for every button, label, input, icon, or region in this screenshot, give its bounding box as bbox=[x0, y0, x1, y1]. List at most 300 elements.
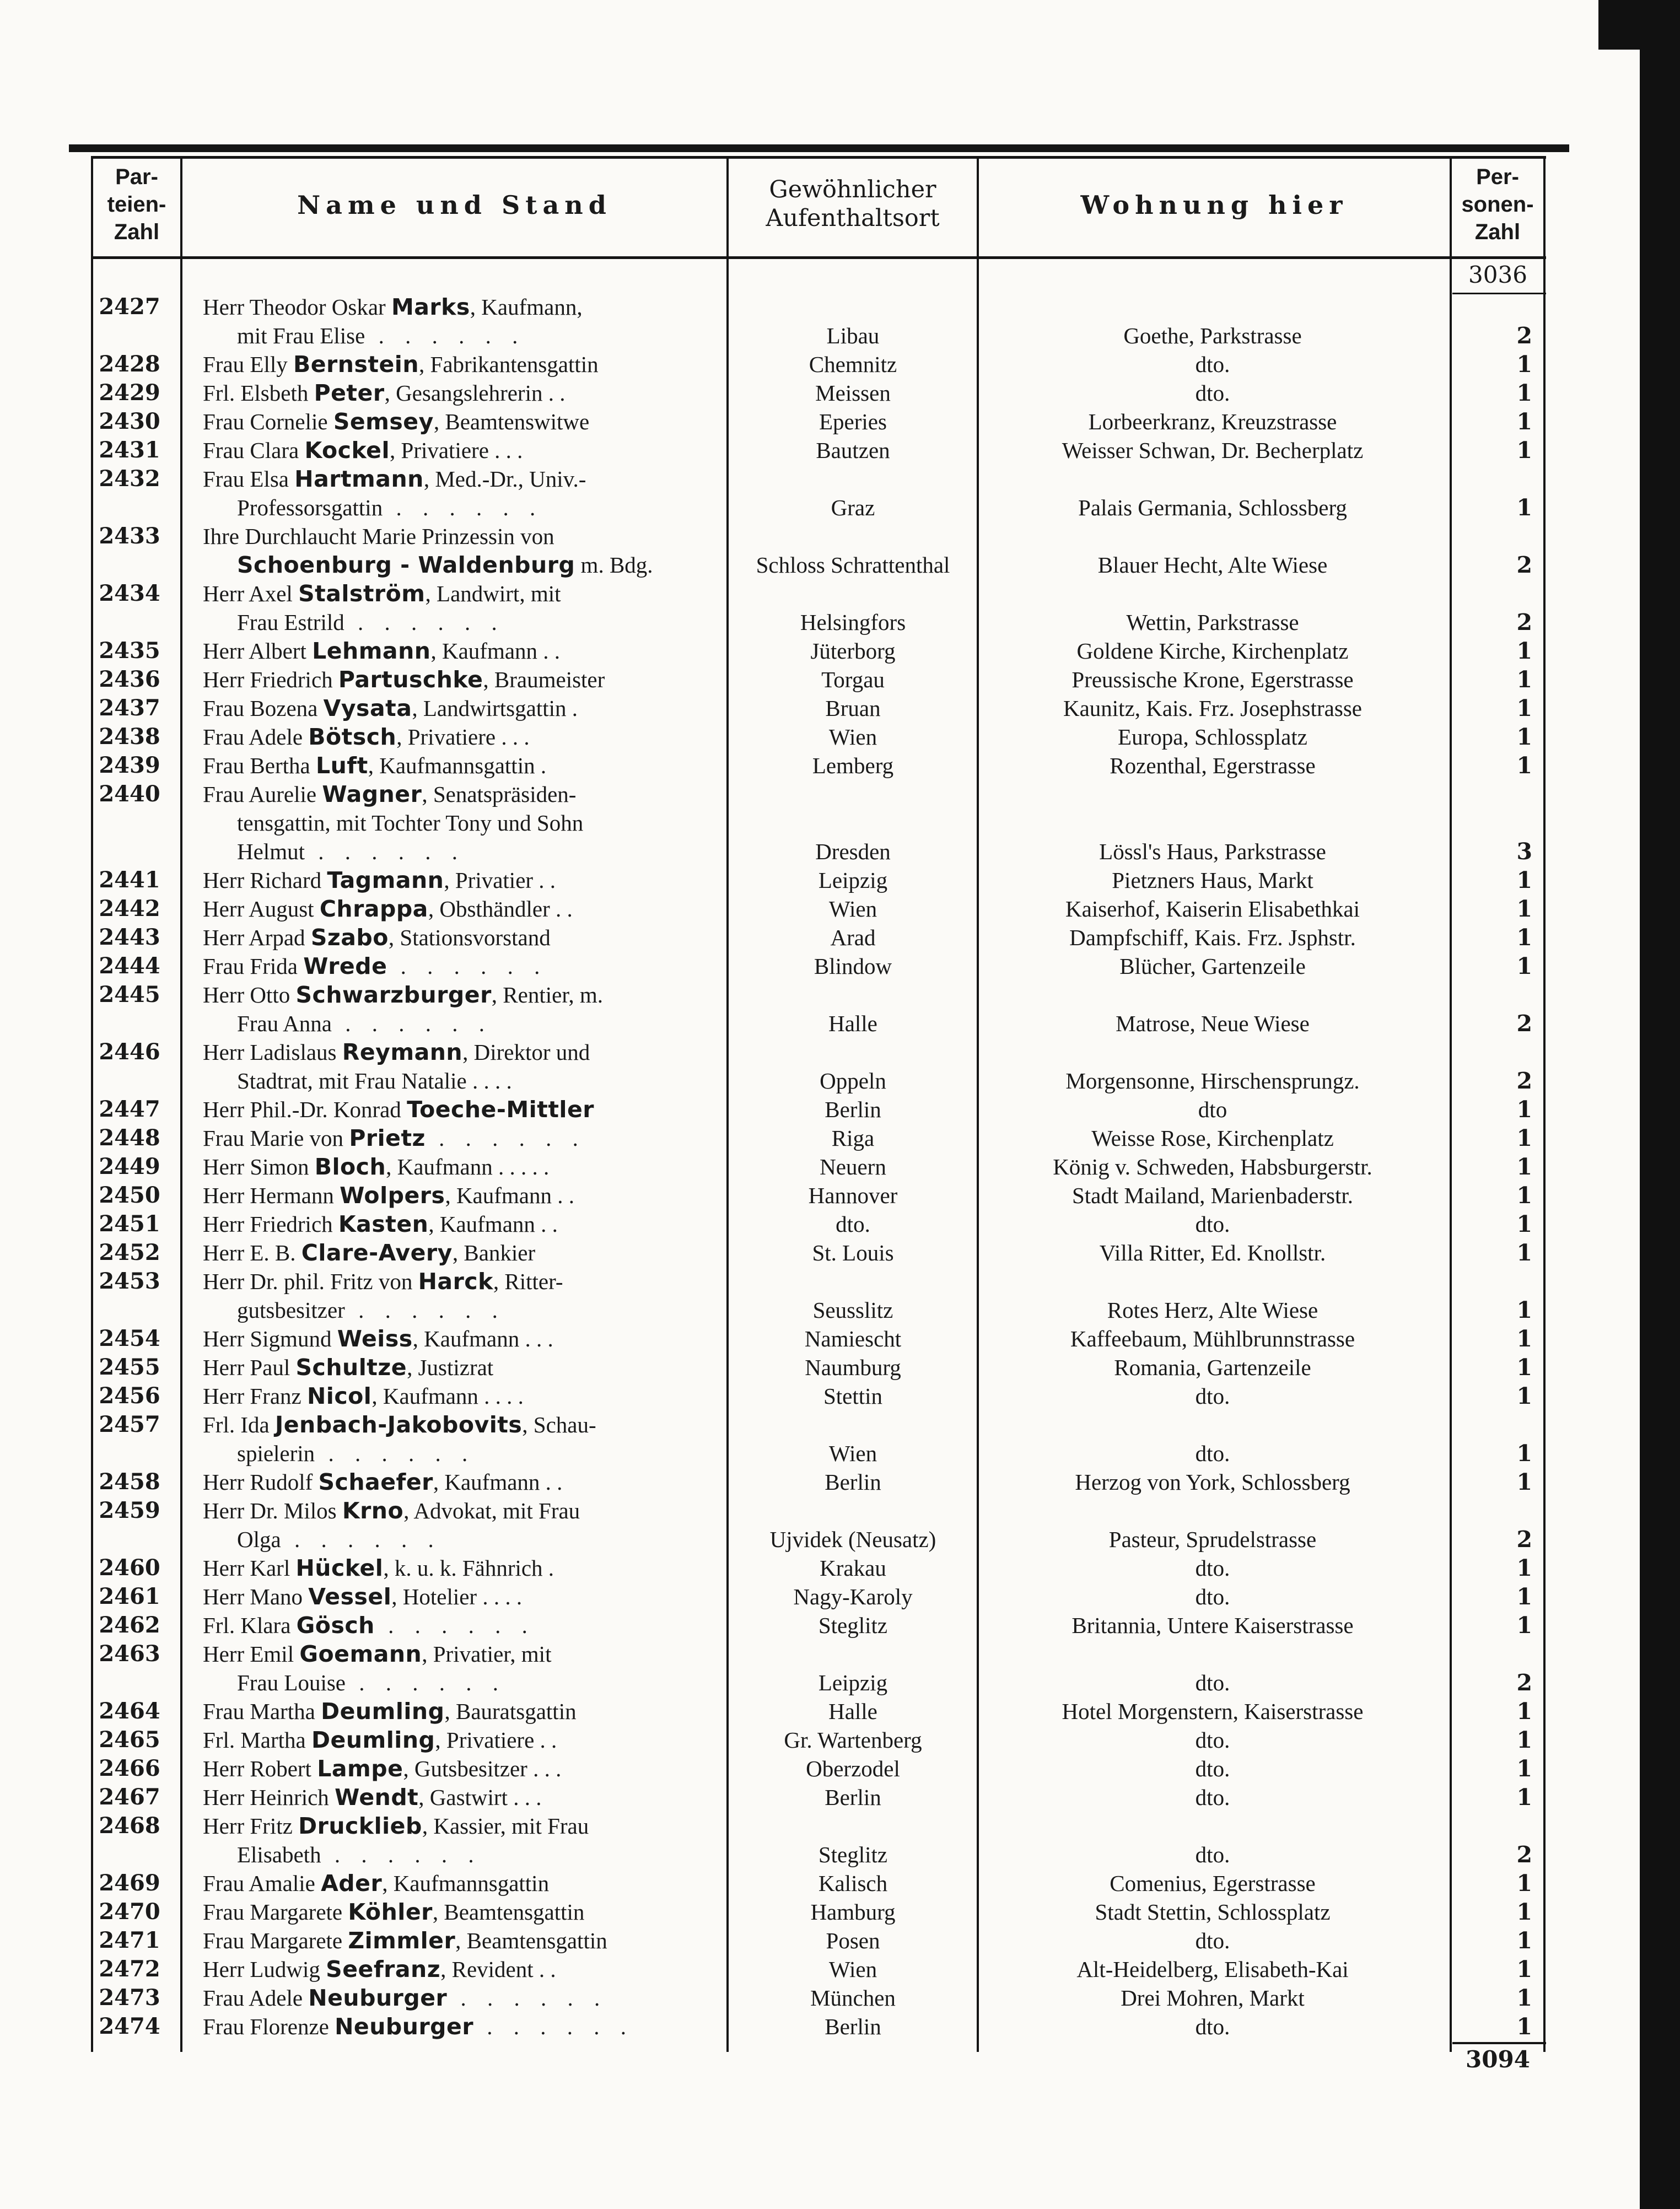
leader-dots: . . . . . . bbox=[315, 1441, 476, 1466]
origin-place: Halle bbox=[828, 1699, 877, 1724]
origin-place: Riga bbox=[831, 1125, 875, 1151]
person-count: 1 bbox=[1516, 752, 1532, 779]
person-count: 1 bbox=[1516, 867, 1532, 893]
party-number: 2462 bbox=[99, 1612, 160, 1638]
person-count: 1 bbox=[1516, 638, 1532, 664]
name-line: Helmut . . . . . . bbox=[237, 839, 465, 864]
party-number: 2468 bbox=[99, 1813, 160, 1839]
table-row bbox=[0, 1898, 1543, 1926]
guest-name bbox=[203, 1984, 726, 2012]
origin-place: Libau bbox=[826, 323, 880, 348]
table-row bbox=[0, 866, 1543, 895]
name-line: Frau Adele Bötsch, Privatiere . . . bbox=[203, 724, 530, 750]
name-line: Herr Simon Bloch, Kaufmann . . . . . bbox=[203, 1154, 550, 1180]
surname: Vessel bbox=[308, 1583, 392, 1610]
guest-name bbox=[203, 407, 726, 436]
person-count: 1 bbox=[1516, 953, 1532, 979]
party-number: 2469 bbox=[99, 1870, 160, 1896]
party-number: 2466 bbox=[99, 1755, 160, 1781]
top-rule-thin bbox=[91, 156, 1546, 159]
guest-name bbox=[203, 1697, 726, 1726]
guest-name bbox=[203, 379, 726, 407]
surname: Tagmann bbox=[327, 867, 444, 893]
guest-name bbox=[203, 1898, 726, 1926]
lodging-address: Goethe, Parkstrasse bbox=[1123, 323, 1302, 348]
lodging-address: dto. bbox=[1195, 1785, 1230, 1810]
surname: Kockel bbox=[304, 437, 390, 464]
leader-dots: . . . . . . bbox=[473, 2014, 634, 2039]
surname: Schoenburg - Waldenburg bbox=[237, 552, 575, 578]
name-line: Ihre Durchlaucht Marie Prinzessin von bbox=[203, 524, 554, 549]
table-row bbox=[0, 1468, 1543, 1496]
origin-place: Meissen bbox=[815, 380, 891, 406]
table-row bbox=[0, 751, 1543, 780]
person-count: 1 bbox=[1516, 1727, 1532, 1753]
guest-name bbox=[203, 1238, 726, 1267]
person-count: 1 bbox=[1516, 924, 1532, 951]
origin-place: Oppeln bbox=[820, 1068, 886, 1093]
surname: Bloch bbox=[314, 1154, 386, 1180]
name-line: Herr Dr. phil. Fritz von Harck, Ritter- bbox=[203, 1268, 563, 1295]
table-row bbox=[0, 980, 1543, 1038]
origin-place: Leipzig bbox=[818, 868, 888, 893]
header-address: Wohnung hier bbox=[1080, 190, 1348, 220]
name-line: Frau Bertha Luft, Kaufmannsgattin . bbox=[203, 752, 547, 779]
name-line: Herr Ladislaus Reymann, Direktor und bbox=[203, 1039, 590, 1065]
name-line: Herr Heinrich Wendt, Gastwirt . . . bbox=[203, 1784, 542, 1811]
origin-place: Eperies bbox=[819, 409, 887, 434]
guest-name bbox=[203, 1640, 726, 1697]
origin-place: Berlin bbox=[825, 1097, 881, 1122]
lodging-address: dto. bbox=[1195, 1555, 1230, 1581]
party-number: 2439 bbox=[99, 752, 160, 778]
surname: Peter bbox=[314, 380, 385, 406]
lodging-address: Blücher, Gartenzeile bbox=[1119, 953, 1306, 979]
table-row bbox=[0, 1238, 1543, 1267]
name-line: Frau Estrild . . . . . . bbox=[237, 610, 505, 635]
table-row bbox=[0, 1410, 1543, 1468]
person-count: 1 bbox=[1516, 1354, 1532, 1381]
origin-place: dto. bbox=[836, 1211, 870, 1237]
lodging-address: dto. bbox=[1195, 1756, 1230, 1781]
name-line: Herr August Chrappa, Obsthändler . . bbox=[203, 896, 573, 922]
party-number: 2445 bbox=[99, 982, 160, 1007]
guest-name bbox=[203, 751, 726, 780]
name-line: Herr Dr. Milos Krno, Advokat, mit Frau bbox=[203, 1497, 580, 1524]
table-row bbox=[0, 579, 1543, 637]
name-line: Frl. Klara Gösch . . . . . . bbox=[203, 1612, 535, 1639]
party-number: 2473 bbox=[99, 1985, 160, 2011]
origin-place: Arad bbox=[830, 925, 876, 950]
party-number: 2430 bbox=[99, 408, 160, 434]
party-number: 2440 bbox=[99, 781, 160, 807]
origin-place: Oberzodel bbox=[806, 1756, 900, 1781]
lodging-address: Hotel Morgenstern, Kaiserstrasse bbox=[1062, 1699, 1364, 1724]
guest-name bbox=[203, 579, 726, 637]
lodging-address: Comenius, Egerstrasse bbox=[1110, 1871, 1316, 1896]
guest-name bbox=[203, 980, 726, 1038]
party-number: 2472 bbox=[99, 1956, 160, 1982]
guest-name bbox=[203, 1726, 726, 1754]
party-number: 2455 bbox=[99, 1354, 160, 1380]
person-count: 1 bbox=[1516, 1096, 1532, 1123]
guest-name bbox=[203, 1324, 726, 1353]
lodging-address: Rotes Herz, Alte Wiese bbox=[1107, 1297, 1318, 1323]
lodging-address: Rozenthal, Egerstrasse bbox=[1110, 753, 1316, 778]
name-line: Herr Karl Hückel, k. u. k. Fähnrich . bbox=[203, 1555, 554, 1581]
origin-place: Bautzen bbox=[816, 438, 890, 463]
lodging-address: dto. bbox=[1195, 1842, 1230, 1867]
guest-name bbox=[203, 923, 726, 952]
party-number: 2461 bbox=[99, 1583, 160, 1609]
surname: Zimmler bbox=[348, 1927, 456, 1954]
surname: Schwarzburger bbox=[295, 982, 492, 1008]
table-row bbox=[0, 637, 1543, 665]
surname: Lehmann bbox=[312, 638, 431, 664]
lodging-address: Herzog von York, Schlossberg bbox=[1075, 1469, 1350, 1495]
header-persons: Per- sonen- Zahl bbox=[1461, 165, 1534, 244]
guest-name bbox=[203, 637, 726, 665]
table-row bbox=[0, 2012, 1543, 2041]
lodging-address: Pasteur, Sprudelstrasse bbox=[1108, 1527, 1317, 1552]
lodging-address: Matrose, Neue Wiese bbox=[1116, 1011, 1310, 1036]
person-count: 1 bbox=[1516, 1899, 1532, 1925]
lodging-address: Pietzners Haus, Markt bbox=[1112, 868, 1313, 893]
guest-name bbox=[203, 1496, 726, 1554]
origin-place: Krakau bbox=[820, 1555, 886, 1581]
header-name: Name und Stand bbox=[297, 190, 612, 220]
person-count: 1 bbox=[1516, 1440, 1532, 1467]
party-number: 2442 bbox=[99, 896, 160, 922]
person-count: 1 bbox=[1516, 494, 1532, 521]
party-number: 2444 bbox=[99, 953, 160, 979]
leader-dots: . . . . . . bbox=[321, 1842, 482, 1867]
name-line: Frl. Elsbeth Peter, Gesangslehrerin . . bbox=[203, 380, 566, 406]
origin-place: Hannover bbox=[808, 1183, 898, 1208]
party-number: 2467 bbox=[99, 1784, 160, 1810]
origin-place: Stettin bbox=[823, 1383, 883, 1409]
surname: Schaefer bbox=[318, 1469, 433, 1495]
surname: Stalström bbox=[298, 580, 426, 607]
table-row bbox=[0, 1124, 1543, 1152]
origin-place: Chemnitz bbox=[809, 352, 897, 377]
origin-place: Helsingfors bbox=[800, 610, 906, 635]
lodging-address: Villa Ritter, Ed. Knollstr. bbox=[1099, 1240, 1326, 1265]
guest-name bbox=[203, 293, 726, 350]
guest-name bbox=[203, 952, 726, 980]
party-number: 2438 bbox=[99, 724, 160, 750]
origin-place: Lemberg bbox=[812, 753, 894, 778]
scan-border-corner bbox=[1598, 0, 1680, 50]
origin-place: Kalisch bbox=[818, 1871, 888, 1896]
name-line: Herr Hermann Wolpers, Kaufmann . . bbox=[203, 1182, 574, 1209]
name-line: Frau Louise . . . . . . bbox=[237, 1670, 506, 1695]
person-count: 1 bbox=[1516, 1870, 1532, 1896]
person-count: 1 bbox=[1516, 1612, 1532, 1639]
lodging-address: Stadt Mailand, Marienbaderstr. bbox=[1071, 1183, 1354, 1208]
party-number: 2460 bbox=[99, 1555, 160, 1581]
person-count: 3 bbox=[1516, 838, 1532, 865]
person-count: 1 bbox=[1516, 1297, 1532, 1323]
surname: Schultze bbox=[295, 1354, 407, 1381]
guest-name bbox=[203, 1582, 726, 1611]
table-row bbox=[0, 1324, 1543, 1353]
name-line: Herr Ludwig Seefranz, Revident . . bbox=[203, 1956, 556, 1982]
name-line: Herr Phil.-Dr. Konrad Toeche-Mittler bbox=[203, 1096, 595, 1123]
table-row bbox=[0, 1095, 1543, 1124]
origin-place: Torgau bbox=[821, 667, 885, 692]
table-row bbox=[0, 1955, 1543, 1984]
name-line: spielerin . . . . . . bbox=[237, 1441, 476, 1466]
name-line: Frau Adele Neuburger . . . . . . bbox=[203, 1985, 608, 2011]
name-line: Herr Axel Stalström, Landwirt, mit bbox=[203, 580, 561, 607]
table-row bbox=[0, 436, 1543, 465]
name-line: Herr Emil Goemann, Privatier, mit bbox=[203, 1641, 552, 1667]
guest-name bbox=[203, 1382, 726, 1410]
table-row bbox=[0, 1267, 1543, 1324]
surname: Marks bbox=[391, 294, 470, 320]
name-line: Herr Otto Schwarzburger, Rentier, m. bbox=[203, 982, 603, 1008]
person-count: 1 bbox=[1516, 1211, 1532, 1237]
party-number: 2448 bbox=[99, 1125, 160, 1151]
name-line: Herr E. B. Clare-Avery, Bankier bbox=[203, 1240, 536, 1266]
table-row bbox=[0, 350, 1543, 379]
surname: Vysata bbox=[323, 695, 412, 721]
guest-name bbox=[203, 1267, 726, 1324]
col-rule-right bbox=[1543, 156, 1546, 2052]
surname: Luft bbox=[315, 752, 368, 779]
origin-place: Nagy-Karoly bbox=[793, 1584, 913, 1609]
party-number: 2452 bbox=[99, 1240, 160, 1265]
party-number: 2427 bbox=[99, 294, 160, 320]
lodging-address: dto. bbox=[1195, 1441, 1230, 1466]
lodging-address: Morgensonne, Hirschensprungz. bbox=[1065, 1068, 1360, 1093]
name-line: Frau Cornelie Semsey, Beamtenswitwe bbox=[203, 408, 590, 435]
guest-name bbox=[203, 1869, 726, 1898]
lodging-address: dto. bbox=[1195, 380, 1230, 406]
origin-place: Halle bbox=[828, 1011, 877, 1036]
person-count: 1 bbox=[1516, 1182, 1532, 1209]
table-row bbox=[0, 952, 1543, 980]
lodging-address: Preussische Krone, Egerstrasse bbox=[1071, 667, 1354, 692]
party-number: 2449 bbox=[99, 1154, 160, 1179]
table-row bbox=[0, 1582, 1543, 1611]
party-number: 2459 bbox=[99, 1497, 160, 1523]
name-line: Herr Arpad Szabo, Stationsvorstand bbox=[203, 924, 551, 951]
table-row bbox=[0, 1353, 1543, 1382]
surname: Szabo bbox=[310, 924, 389, 951]
person-count: 2 bbox=[1516, 1068, 1532, 1094]
origin-place: Namiescht bbox=[804, 1326, 902, 1351]
name-line: Frau Florenze Neuburger . . . . . . bbox=[203, 2013, 634, 2040]
origin-place: Wien bbox=[828, 1957, 877, 1982]
party-number: 2437 bbox=[99, 695, 160, 721]
table-row bbox=[0, 780, 1543, 866]
name-line: Herr Sigmund Weiss, Kaufmann . . . bbox=[203, 1326, 553, 1352]
name-line: tensgattin, mit Tochter Tony und Sohn bbox=[237, 810, 584, 836]
origin-place: Seusslitz bbox=[812, 1297, 893, 1323]
name-line: Herr Franz Nicol, Kaufmann . . . . bbox=[203, 1383, 524, 1409]
person-count: 1 bbox=[1516, 1755, 1532, 1782]
lodging-address: Dampfschiff, Kais. Frz. Jsphstr. bbox=[1069, 925, 1356, 950]
origin-place: Gr. Wartenberg bbox=[784, 1727, 922, 1753]
lodging-address: dto. bbox=[1195, 1383, 1230, 1409]
guest-name bbox=[203, 1095, 726, 1124]
surname: Wagner bbox=[322, 781, 422, 807]
surname: Kasten bbox=[338, 1211, 429, 1237]
lodging-address: dto. bbox=[1195, 1211, 1230, 1237]
leader-dots: . . . . . . bbox=[346, 1670, 506, 1695]
surname: Seefranz bbox=[326, 1956, 441, 1982]
page-total: 3094 bbox=[1466, 2046, 1530, 2073]
guest-name bbox=[203, 465, 726, 522]
party-number: 2433 bbox=[99, 523, 160, 549]
name-line: Herr Fritz Drucklieb, Kassier, mit Frau bbox=[203, 1813, 589, 1839]
guest-name bbox=[203, 1926, 726, 1955]
leader-dots: . . . . . . bbox=[387, 953, 548, 979]
guest-name bbox=[203, 1554, 726, 1582]
origin-place: Bruan bbox=[825, 696, 881, 721]
person-count: 2 bbox=[1516, 1841, 1532, 1868]
table-row bbox=[0, 293, 1543, 350]
party-number: 2474 bbox=[99, 2013, 160, 2039]
name-line: Professorsgattin . . . . . . bbox=[237, 495, 543, 520]
table-row bbox=[0, 1210, 1543, 1238]
header-origin: Gewöhnlicher Aufenthaltsort bbox=[766, 176, 940, 232]
guest-name bbox=[203, 2012, 726, 2041]
table-row bbox=[0, 1611, 1543, 1640]
guest-name bbox=[203, 1181, 726, 1210]
table-row bbox=[0, 1726, 1543, 1754]
origin-place: Berlin bbox=[825, 1785, 881, 1810]
surname: Hückel bbox=[295, 1555, 384, 1581]
person-count: 1 bbox=[1516, 1154, 1532, 1180]
name-line: Frau Frida Wrede . . . . . . bbox=[203, 953, 548, 979]
party-number: 2464 bbox=[99, 1698, 160, 1724]
lodging-address: Drei Mohren, Markt bbox=[1121, 1985, 1305, 2011]
surname: Wrede bbox=[303, 953, 387, 979]
person-count: 2 bbox=[1516, 1669, 1532, 1696]
name-line: Frl. Martha Deumling, Privatiere . . bbox=[203, 1727, 557, 1753]
name-line: Herr Friedrich Partuschke, Braumeister bbox=[203, 666, 605, 693]
guest-name bbox=[203, 1754, 726, 1783]
surname: Semsey bbox=[333, 408, 434, 435]
party-number: 2428 bbox=[99, 351, 160, 377]
header-rule bbox=[91, 256, 1546, 259]
table-row bbox=[0, 1697, 1543, 1726]
origin-place: München bbox=[810, 1985, 896, 2011]
surname: Neuburger bbox=[335, 2013, 474, 2040]
table-row bbox=[0, 379, 1543, 407]
guest-name bbox=[203, 665, 726, 694]
surname: Wolpers bbox=[340, 1182, 445, 1209]
lodging-address: Stadt Stettin, Schlossplatz bbox=[1095, 1899, 1331, 1925]
leader-dots: . . . . . . bbox=[304, 839, 465, 864]
surname: Clare-Avery bbox=[301, 1240, 453, 1266]
name-line: gutsbesitzer . . . . . . bbox=[237, 1297, 505, 1323]
lodging-address: Weisse Rose, Kirchenplatz bbox=[1091, 1125, 1334, 1151]
lodging-address: Lorbeerkranz, Kreuzstrasse bbox=[1088, 409, 1337, 434]
guest-name bbox=[203, 1783, 726, 1812]
party-number: 2446 bbox=[99, 1039, 160, 1065]
party-number: 2435 bbox=[99, 638, 160, 664]
party-number: 2470 bbox=[99, 1899, 160, 1925]
guest-name bbox=[203, 1468, 726, 1496]
guest-name bbox=[203, 866, 726, 895]
party-number: 2432 bbox=[99, 466, 160, 492]
name-line: Herr Paul Schultze, Justizrat bbox=[203, 1354, 494, 1381]
surname: Hartmann bbox=[294, 466, 424, 492]
lodging-address: dto. bbox=[1195, 1727, 1230, 1753]
origin-place: Wien bbox=[828, 896, 877, 922]
person-count: 1 bbox=[1516, 1240, 1532, 1266]
guest-name bbox=[203, 1152, 726, 1181]
name-line: Herr Theodor Oskar Marks, Kaufmann, bbox=[203, 294, 583, 320]
origin-place: Wien bbox=[828, 724, 877, 750]
table-row bbox=[0, 1181, 1543, 1210]
person-count: 1 bbox=[1516, 1784, 1532, 1811]
person-count: 1 bbox=[1516, 1927, 1532, 1954]
party-number: 2450 bbox=[99, 1182, 160, 1208]
party-number: 2436 bbox=[99, 666, 160, 692]
name-line: mit Frau Elise . . . . . . bbox=[237, 323, 526, 348]
lodging-address: dto bbox=[1198, 1097, 1227, 1122]
name-line: Herr Richard Tagmann, Privatier . . bbox=[203, 867, 556, 893]
table-row bbox=[0, 1869, 1543, 1898]
party-number: 2441 bbox=[99, 867, 160, 893]
scan-border bbox=[1640, 0, 1680, 2209]
surname: Lampe bbox=[317, 1755, 403, 1782]
origin-place: Naumburg bbox=[805, 1355, 901, 1380]
top-rule bbox=[69, 144, 1569, 152]
table-row bbox=[0, 1382, 1543, 1410]
surname: Wendt bbox=[335, 1784, 419, 1811]
name-line: Frau Clara Kockel, Privatiere . . . bbox=[203, 437, 523, 464]
surname: Harck bbox=[418, 1268, 493, 1295]
lodging-address: Kaiserhof, Kaiserin Elisabethkai bbox=[1065, 896, 1360, 922]
origin-place: Hamburg bbox=[810, 1899, 896, 1925]
guest-name bbox=[203, 694, 726, 723]
person-count: 2 bbox=[1516, 1526, 1532, 1553]
origin-place: Jüterborg bbox=[810, 638, 896, 664]
table-row bbox=[0, 407, 1543, 436]
total-rule bbox=[1452, 2042, 1546, 2044]
lodging-address: Kaffeebaum, Mühlbrunnstrasse bbox=[1070, 1326, 1355, 1351]
party-number: 2443 bbox=[99, 924, 160, 950]
origin-place: Berlin bbox=[825, 1469, 881, 1495]
surname: Krno bbox=[342, 1497, 404, 1524]
leader-dots: . . . . . . bbox=[425, 1125, 586, 1151]
table-row bbox=[0, 1496, 1543, 1554]
table-row bbox=[0, 665, 1543, 694]
lodging-address: Palais Germania, Schlossberg bbox=[1078, 495, 1347, 520]
surname: Deumling bbox=[321, 1698, 445, 1725]
person-count: 1 bbox=[1516, 351, 1532, 378]
origin-place: St. Louis bbox=[812, 1240, 894, 1265]
guest-name bbox=[203, 1812, 726, 1869]
table-row bbox=[0, 1754, 1543, 1783]
table-row bbox=[0, 923, 1543, 952]
guest-name bbox=[203, 1038, 726, 1095]
person-count: 2 bbox=[1516, 322, 1532, 349]
table-row bbox=[0, 1812, 1543, 1869]
name-line: Elisabeth . . . . . . bbox=[237, 1842, 482, 1867]
origin-place: Steglitz bbox=[818, 1613, 888, 1638]
name-line: Frau Amalie Ader, Kaufmannsgattin bbox=[203, 1870, 550, 1896]
origin-place: Dresden bbox=[815, 839, 891, 864]
leader-dots: . . . . . . bbox=[344, 610, 505, 635]
party-number: 2429 bbox=[99, 380, 160, 406]
